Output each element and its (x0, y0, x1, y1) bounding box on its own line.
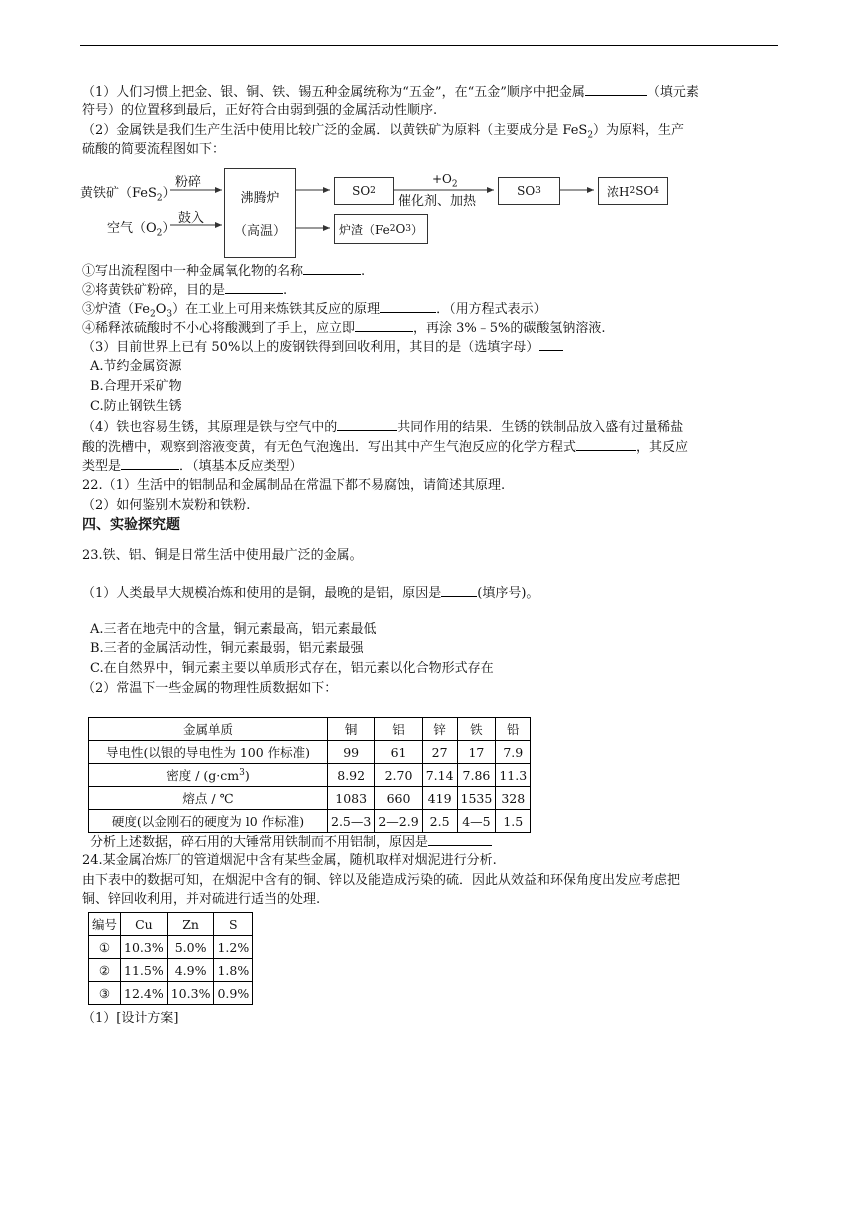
table-cell: S (214, 913, 253, 936)
table-cell: 1083 (328, 787, 375, 810)
table-cell: 11.3 (496, 764, 531, 787)
sludge-table (88, 912, 253, 1005)
q24-line4: （1）[设计方案] (82, 1011, 179, 1026)
table-cell: 11.5% (121, 959, 168, 982)
table-cell: 锌 (422, 718, 457, 741)
table-cell: 金属单质 (89, 718, 328, 741)
table-cell: 10.3% (167, 982, 214, 1005)
table-row (89, 741, 531, 764)
q3-option-b: B.合理开采矿物 (90, 379, 182, 394)
q24-line2: 由下表中的数据可知，在烟泥中含有的铜、锌以及能造成污染的硫．因此从效益和环保角度出发应考虑把 (82, 873, 681, 888)
q2-line1: （2）金属铁是我们生产生活中使用比较广泛的金属．以黄铁矿为原料（主要成分是 FeS$_2$）为原料，生产 (82, 123, 685, 141)
q4-line3: 类型是 ．（填基本反应类型） (82, 459, 303, 474)
q3-option-c: C.防止钢铁生锈 (90, 399, 182, 414)
table-cell: 2.70 (375, 764, 422, 787)
table-cell: ② (89, 959, 121, 982)
table-cell: 12.4% (121, 982, 168, 1005)
metal-properties-table (88, 717, 531, 833)
flow-so3: SO 3 (498, 177, 560, 205)
table-header-row (89, 718, 531, 741)
q24-line1: 24.某金属冶炼厂的管道烟泥中含有某些金属，随机取样对烟泥进行分析. (82, 853, 497, 868)
table-cell: 7.14 (422, 764, 457, 787)
table-cell: 17 (457, 741, 496, 764)
table-cell: 2.5—3 (328, 810, 375, 833)
table-cell: 4.9% (167, 959, 214, 982)
flow-blow: 鼓入 (178, 211, 205, 226)
flow-furnace: 沸腾炉 （高温） (224, 168, 296, 258)
q3-option-a: A.节约金属资源 (90, 359, 182, 374)
table-cell: 导电性(以银的导电性为 100 作标准) (89, 741, 328, 764)
table-cell: 660 (375, 787, 422, 810)
table-row (89, 982, 253, 1005)
q2-line2: 硫酸的简要流程图如下： (82, 142, 226, 157)
table-cell: ③ (89, 982, 121, 1005)
q22-line1: 22.（1）生活中的铝制品和金属制品在常温下都不易腐蚀，请简述其原理. (82, 478, 506, 493)
table-row (89, 936, 253, 959)
q2-item-a: ①写出流程图中一种金属氧化物的名称 . (82, 264, 366, 279)
table-cell: 7.86 (457, 764, 496, 787)
q4-line1: （4）铁也容易生锈，其原理是铁与空气中的 共同作用的结果．生锈的铁制品放入盛有过量稀盐 (82, 420, 684, 435)
flow-slag: 炉渣（Fe 2 O 3 ） (334, 214, 428, 244)
q1-line1: （1）人们习惯上把金、银、铜、铁、锡五种金属统称为“五金”，在“五金”顺序中把金属 （填元素 (82, 85, 699, 100)
q22-line2: （2）如何鉴别木炭粉和铁粉. (82, 498, 251, 513)
table-cell: 328 (496, 787, 531, 810)
q23-option-c: C.在自然界中，铜元素主要以单质形式存在，铝元素以化合物形式存在 (90, 661, 494, 676)
table-cell: 27 (422, 741, 457, 764)
table-cell: 2—2.9 (375, 810, 422, 833)
table-cell: 0.9% (214, 982, 253, 1005)
flow-so2: SO 2 (334, 177, 394, 205)
q23-option-b: B.三者的金属活动性，铜元素最弱，铝元素最强 (90, 641, 364, 656)
table-cell: 铜 (328, 718, 375, 741)
q2-item-d: ④稀释浓硫酸时不小心将酸溅到了手上，应立即 ，再涂 3%﹣5%的碳酸氢钠溶液. (82, 321, 606, 336)
table-cell: 铝 (375, 718, 422, 741)
section-title: 四、实验探究题 (82, 517, 180, 533)
flow-ore: 黄铁矿（FeS$_2$） (80, 186, 176, 204)
flow-air: 空气$(O_2)$ (107, 221, 176, 239)
table-cell: 密度 / $(g\cdot cm^3)$ (89, 764, 328, 787)
table-cell: 编号 (89, 913, 121, 936)
flow-catalyst: 催化剂、加热 (398, 194, 477, 209)
q23-line2: （1）人类最早大规模冶炼和使用的是铜，最晚的是铝，原因是 (填序号)。 (82, 586, 540, 601)
table-cell: 7.9 (496, 741, 531, 764)
flow-crush: 粉碎 (175, 175, 202, 190)
q2-item-c: ③炉渣$(Fe_2O_3)$在工业上可用来炼铁其反应的原理 ．（用方程式表示） (82, 302, 547, 320)
table-cell: Cu (121, 913, 168, 936)
table-cell: 铁 (457, 718, 496, 741)
q24-line3: 铜、锌回收利用，并对硫进行适当的处理. (82, 892, 321, 907)
table-cell: 硬度(以金刚石的硬度为 l0 作标准) (89, 810, 328, 833)
table-cell: 1535 (457, 787, 496, 810)
q4-line2: 酸的洗槽中，观察到溶液变黄，有无色气泡逸出．写出其中产生气泡反应的化学方程式 ，其反应 (82, 440, 689, 455)
table-cell: 5.0% (167, 936, 214, 959)
q1-line2: 符号）的位置移到最后，正好符合由弱到强的金属活动性顺序. (82, 103, 438, 118)
table-row (89, 810, 531, 833)
table-cell: 铅 (496, 718, 531, 741)
q23-line3: （2）常温下一些金属的物理性质数据如下： (82, 681, 338, 696)
flow-o2: $+O_2$ (432, 172, 458, 190)
table-cell: 2.5 (422, 810, 457, 833)
q23-line4: 分析上述数据，碎石用的大锤常用铁制而不用铝制，原因是 (90, 833, 492, 852)
table-cell: 419 (422, 787, 457, 810)
table-cell: 4—5 (457, 810, 496, 833)
table-header-row (89, 913, 253, 936)
table-row (89, 764, 531, 787)
table-cell: 10.3% (121, 936, 168, 959)
table-row (89, 959, 253, 982)
q2-item-b: ②将黄铁矿粉碎，目的是 . (82, 283, 288, 298)
q3-line1: （3）目前世界上已有 50%以上的废钢铁得到回收利用，其目的是（选填字母） (82, 338, 563, 357)
table-cell: 8.92 (328, 764, 375, 787)
table-row (89, 787, 531, 810)
q23-option-a: A.三者在地壳中的含量，铜元素最高，铝元素最低 (90, 622, 377, 637)
table-cell: 99 (328, 741, 375, 764)
table-cell: 熔点 / ℃ (89, 787, 328, 810)
table-cell: Zn (167, 913, 214, 936)
table-cell: ① (89, 936, 121, 959)
table-cell: 1.5 (496, 810, 531, 833)
table-cell: 61 (375, 741, 422, 764)
table-cell: 1.2% (214, 936, 253, 959)
table-cell: 1.8% (214, 959, 253, 982)
q23-line1: 23.铁、铝、铜是日常生活中使用最广泛的金属。 (82, 548, 363, 563)
flow-h2so4: 浓H 2 SO 4 (598, 177, 668, 205)
